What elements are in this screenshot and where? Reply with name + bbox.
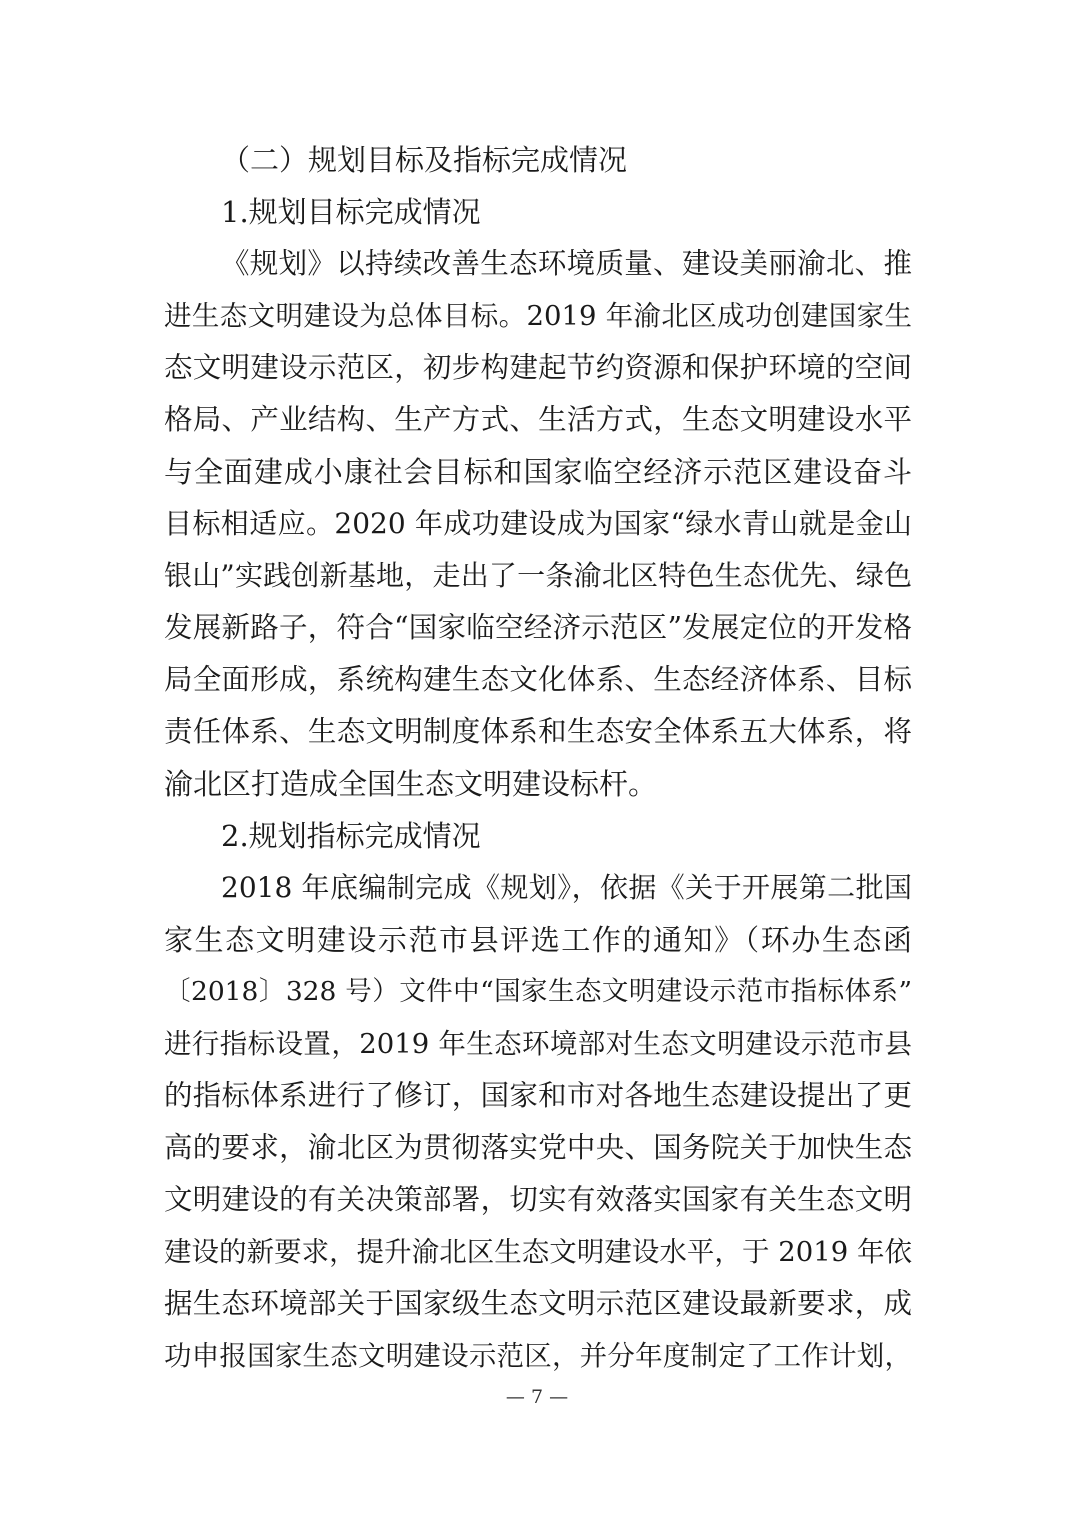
paragraph-2-line-3: 〔2018〕328 号）文件中“国家生态文明建设示范市指标体系” [164, 976, 912, 1007]
paragraph-2-line-4: 进行指标设置，2019 年生态环境部对生态文明建设示范市县 [164, 1028, 912, 1060]
paragraph-2-line-9: 据生态环境部关于国家级生态文明示范区建设最新要求，成 [164, 1287, 912, 1320]
paragraph-1-line-11: 渝北区打造成全国生态文明建设标杆。 [164, 767, 658, 801]
page-number: — 7 — [505, 1386, 569, 1408]
paragraph-1-line-3: 态文明建设示范区，初步构建起节约资源和保护环境的空间 [164, 351, 912, 384]
paragraph-1-line-7: 银山”实践创新基地，走出了一条渝北区特色生态优先、绿色 [164, 559, 912, 592]
paragraph-2-line-10: 功申报国家生态文明建设示范区，并分年度制定了工作计划， [164, 1340, 912, 1372]
paragraph-1-line-5: 与全面建成小康社会目标和国家临空经济示范区建设奋斗 [164, 455, 912, 489]
paragraph-2-line-8: 建设的新要求，提升渝北区生态文明建设水平，于 2019 年依 [164, 1236, 912, 1268]
subheading-goals: 1.规划目标完成情况 [221, 195, 481, 229]
paragraph-1-line-4: 格局、产业结构、生产方式、生活方式，生态文明建设水平 [164, 403, 912, 436]
paragraph-1-line-1: 《规划》以持续改善生态环境质量、建设美丽渝北、推 [221, 247, 912, 280]
paragraph-2-line-5: 的指标体系进行了修订，国家和市对各地生态建设提出了更 [164, 1079, 912, 1112]
paragraph-2-line-7: 文明建设的有关决策部署，切实有效落实国家有关生态文明 [164, 1183, 912, 1216]
paragraph-1-line-6: 目标相适应。2020 年成功建设成为国家“绿水青山就是金山 [164, 507, 912, 540]
paragraph-1-line-8: 发展新路子，符合“国家临空经济示范区”发展定位的开发格 [164, 611, 912, 644]
paragraph-1-line-2: 进生态文明建设为总体目标。2019 年渝北区成功创建国家生 [164, 300, 912, 332]
paragraph-1-line-10: 责任体系、生态文明制度体系和生态安全体系五大体系，将 [164, 715, 912, 748]
paragraph-1-line-9: 局全面形成，系统构建生态文化体系、生态经济体系、目标 [164, 663, 912, 696]
subheading-indicators: 2.规划指标完成情况 [221, 819, 481, 853]
paragraph-2-line-6: 高的要求，渝北区为贯彻落实党中央、国务院关于加快生态 [164, 1131, 912, 1164]
paragraph-2-line-1: 2018 年底编制完成《规划》，依据《关于开展第二批国 [221, 871, 912, 904]
section-heading: （二）规划目标及指标完成情况 [221, 143, 628, 177]
paragraph-2-line-2: 家生态文明建设示范市县评选工作的通知》（环办生态函 [164, 923, 912, 957]
